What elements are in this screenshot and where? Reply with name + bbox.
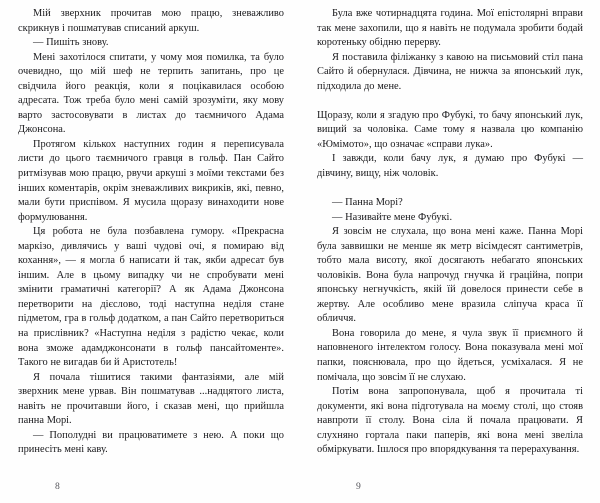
paragraph: Ця робота не була позбавлена гумору. «Прекрасна маркізо, дивлячись у ваші чудові очі, я помираю від кохання», — я могла б написати й так, якби адресат був іншим. Але в цьому випадку чи не спробувати мені змінити граматичні категорії? А як Адама Джонсона перетворити на дієслово, тоді наступна неділя стане підметом, гра в гольф додатком, а пан Сайто перетвориться на прислівник? «Наступна неділя з радістю чекає, коли вона зможе адамджонсонати в гольф пансайтоменте». Такого не вигадав би й Аристотель!: [18, 226, 284, 369]
dialogue-line: — Пишіть знову.: [33, 37, 109, 49]
paragraph: Протягом кількох наступних годин я переписувала листи до цього таємничого гравця в гольф. Пан Сайто ритмізував мою працю, рвучи аркуші з моїми текстами без інших коментарів, окрім зневажливих викриків, які, певно, мали бути приспівом. Я мусила щоразу винаходити нове формулювання.: [18, 138, 284, 223]
page-number-left: 8: [55, 481, 60, 492]
page-right-textblock: [317, 7, 583, 458]
dialogue-line: — Називайте мене Фубукі.: [332, 211, 453, 223]
paragraph: Щоразу, коли я згадую про Фубукі, то бачу японський лук, вищий за чоловіка. Саме тому я назвала цю компанію «Юмімото», що означає «справи лука».: [317, 109, 583, 150]
paragraph: Була вже чотирнадцята година. Мої епістолярні вправи так мене захопили, що я навіть не подумала зробити бодай коротеньку обідню перерву.: [317, 8, 583, 49]
paragraph: Я поставила філіжанку з кавою на письмовий стіл пана Сайто й обернулася. Дівчина, не нижча за японський лук, підходила до мене.: [317, 51, 583, 92]
page-number-right: 9: [356, 481, 361, 492]
paragraph: Потім вона запропонувала, щоб я прочитала ті документи, які вона підготувала на моєму столі, що стояв навпроти її столу. Вона сіла й почала працювати. Я слухняно гортала паки паперів, які вона мені звеліла обміркувати. Ішлося про впорядкування та перерахування.: [317, 386, 583, 456]
paragraph: Вона говорила до мене, я чула звук її приємного й наповненого інтелектом голосу. Вона показувала мені мої папки, пояснювала, про що йдеться, усміхалася. Я не помічала, що зовсім її не слухаю.: [317, 327, 583, 383]
section-break: [317, 94, 583, 109]
dialogue-line: — Панна Морі?: [332, 197, 403, 209]
page-right: [300, 0, 600, 503]
paragraph: Я зовсім не слухала, що вона мені каже. Панна Морі була заввишки не менше як метр вісімдесят сантиметрів, тобто мала висоту, якої досягають небагато японських чоловіків. Вона була напрочуд гнучка й граційна, попри японську негнучкість, якій їй довелося принести себе в жертву. Але особливо мене вразила сліпуча краса її обличчя.: [317, 226, 583, 325]
paragraph: Я почала тішитися такими фантазіями, але мій зверхник мене урвав. Він пошматував ...надцятого листа, навіть не прочитавши його, і сказав мені, що прийшла панна Морі.: [18, 371, 284, 427]
paragraph: І завжди, коли бачу лук, я думаю про Фубукі — дівчину, вищу, ніж чоловік.: [317, 153, 583, 179]
section-break: [317, 182, 583, 197]
dialogue-line: — Пополудні ви працюватимете з нею. А поки що принесіть мені каву.: [18, 429, 284, 456]
page-left-textblock: [18, 7, 284, 458]
paragraph: Мені захотілося спитати, у чому моя помилка, та було очевидно, що мій шеф не терпить запитань, про це свідчила його реакція, коли я поцікавилася особою адресата. Тож треба було мені самій зрозуміти, яку мову варто застосовувати в листах до таємничого Адама Джонсона.: [18, 51, 284, 136]
paragraph: Мій зверхник прочитав мою працю, зневажливо скрикнув і пошматував списаний аркуш.: [18, 8, 284, 34]
